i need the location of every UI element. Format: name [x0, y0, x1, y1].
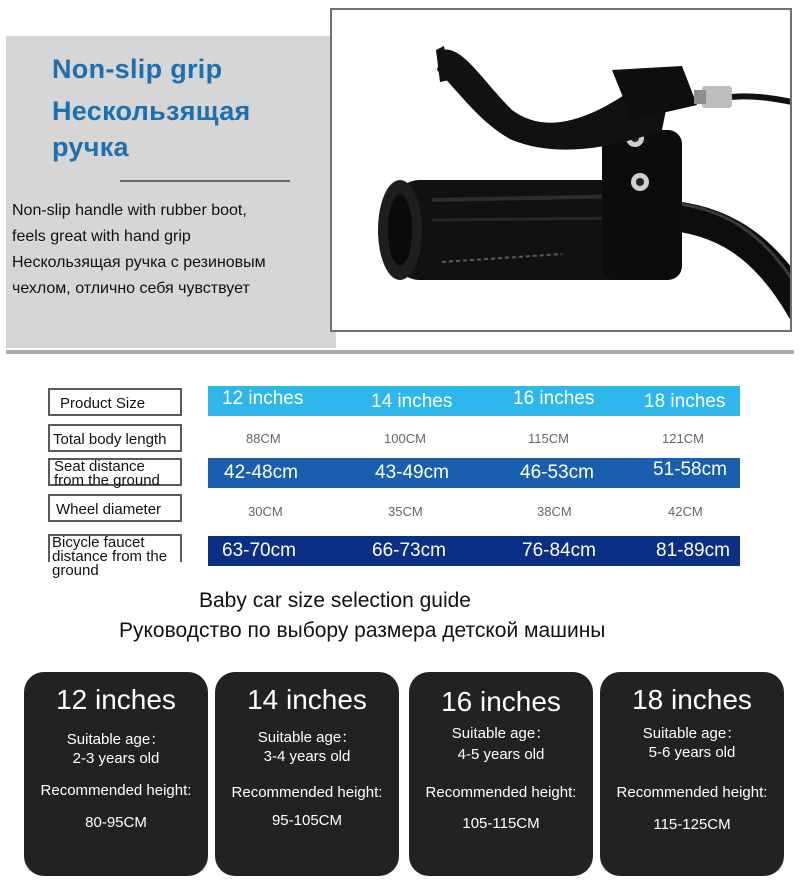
card-age: 5-6 years old — [648, 744, 736, 761]
size-card-16 — [409, 672, 593, 876]
faucet-distance-value: 63-70cm — [222, 540, 296, 561]
wheel-diameter-value: 38CM — [537, 504, 572, 519]
row-label-total-body-length — [48, 424, 182, 452]
row-label-text: distance from the — [52, 548, 168, 565]
faucet-distance-value: 66-73cm — [372, 540, 446, 561]
card-height: 105-115CM — [462, 815, 540, 832]
title-divider — [120, 180, 290, 182]
wheel-diameter-value: 35CM — [388, 504, 423, 519]
body-length-value: 100CM — [384, 431, 426, 446]
product-size-value: 16 inches — [513, 388, 595, 409]
row-label-text: from the ground — [54, 472, 160, 489]
seat-distance-value: 42-48cm — [224, 462, 298, 483]
product-size-value: 14 inches — [371, 391, 453, 412]
card-height: 80-95CM — [85, 814, 147, 831]
card-height: 95-105CM — [271, 812, 343, 829]
wheel-diameter-value: 30CM — [248, 504, 283, 519]
product-size-value: 12 inches — [222, 388, 304, 409]
description-line: Нескользящая ручка с резиновым — [12, 254, 266, 271]
section-divider — [6, 350, 794, 354]
faucet-distance-value: 81-89cm — [656, 540, 730, 561]
description-line: feels great with hand grip — [12, 228, 191, 245]
feature-title-ru-line1: Нескользящая — [52, 96, 251, 126]
card-age-label: Suitable age： — [257, 729, 357, 746]
row-label-wheel-diameter — [48, 494, 182, 522]
row-label-text: Wheel diameter — [56, 501, 162, 518]
feature-description — [12, 198, 266, 302]
feature-title-en: Non-slip grip — [52, 54, 223, 84]
card-age: 2-3 years old — [72, 750, 160, 767]
row-label-seat-distance — [48, 458, 182, 489]
card-age-label: Suitable age： — [451, 725, 551, 742]
guide-caption-en: Baby car size selection guide — [199, 589, 471, 612]
description-line: чехлом, отлично себя чувствует — [12, 280, 250, 297]
body-length-value: 115CM — [528, 431, 569, 446]
card-age: 3-4 years old — [263, 748, 351, 765]
card-height-label: Recommended height: — [231, 784, 383, 801]
card-age-label: Suitable age： — [66, 731, 166, 748]
wheel-diameter-value: 42CM — [668, 504, 703, 519]
card-size: 12 inches — [56, 684, 176, 715]
product-photo — [330, 8, 792, 332]
seat-distance-value: 46-53cm — [520, 462, 594, 483]
row-label-faucet-distance — [48, 534, 182, 579]
card-age: 4-5 years old — [457, 746, 545, 763]
seat-distance-value: 43-49cm — [375, 462, 449, 483]
size-card-18 — [600, 672, 784, 876]
feature-title-ru — [52, 93, 251, 165]
faucet-distance-value: 76-84cm — [522, 540, 596, 561]
body-length-value: 121CM — [662, 431, 704, 446]
card-size: 14 inches — [247, 684, 367, 715]
product-size-band — [208, 386, 740, 416]
faucet-distance-band — [208, 536, 740, 566]
bicycle-brake-lever-and-grip-icon — [332, 10, 790, 330]
seat-distance-band — [208, 458, 740, 488]
row-label-text: Bicycle faucet — [52, 534, 145, 551]
body-length-value: 88CM — [246, 431, 281, 446]
size-card-12 — [24, 672, 208, 876]
card-size: 16 inches — [441, 686, 561, 717]
feature-title-ru-line2: ручка — [52, 132, 129, 162]
row-label-text: ground — [52, 562, 99, 579]
guide-caption-ru: Руководство по выбору размера детской машины — [119, 619, 606, 642]
description-line: Non-slip handle with rubber boot, — [12, 202, 247, 219]
size-card-14 — [215, 672, 399, 876]
card-height-label: Recommended height: — [425, 784, 577, 801]
card-height-label: Recommended height: — [40, 782, 192, 799]
row-label-text: Seat distance — [54, 458, 145, 475]
row-label-text: Total body length — [53, 431, 167, 448]
card-height-label: Recommended height: — [616, 784, 768, 801]
row-label-product-size — [48, 388, 182, 416]
card-size: 18 inches — [632, 684, 752, 715]
row-label-text: Product Size — [60, 395, 146, 412]
card-height: 115-125CM — [653, 816, 731, 833]
card-age-label: Suitable age： — [642, 725, 742, 742]
product-size-value: 18 inches — [644, 391, 726, 412]
seat-distance-value: 51-58cm — [653, 459, 727, 480]
